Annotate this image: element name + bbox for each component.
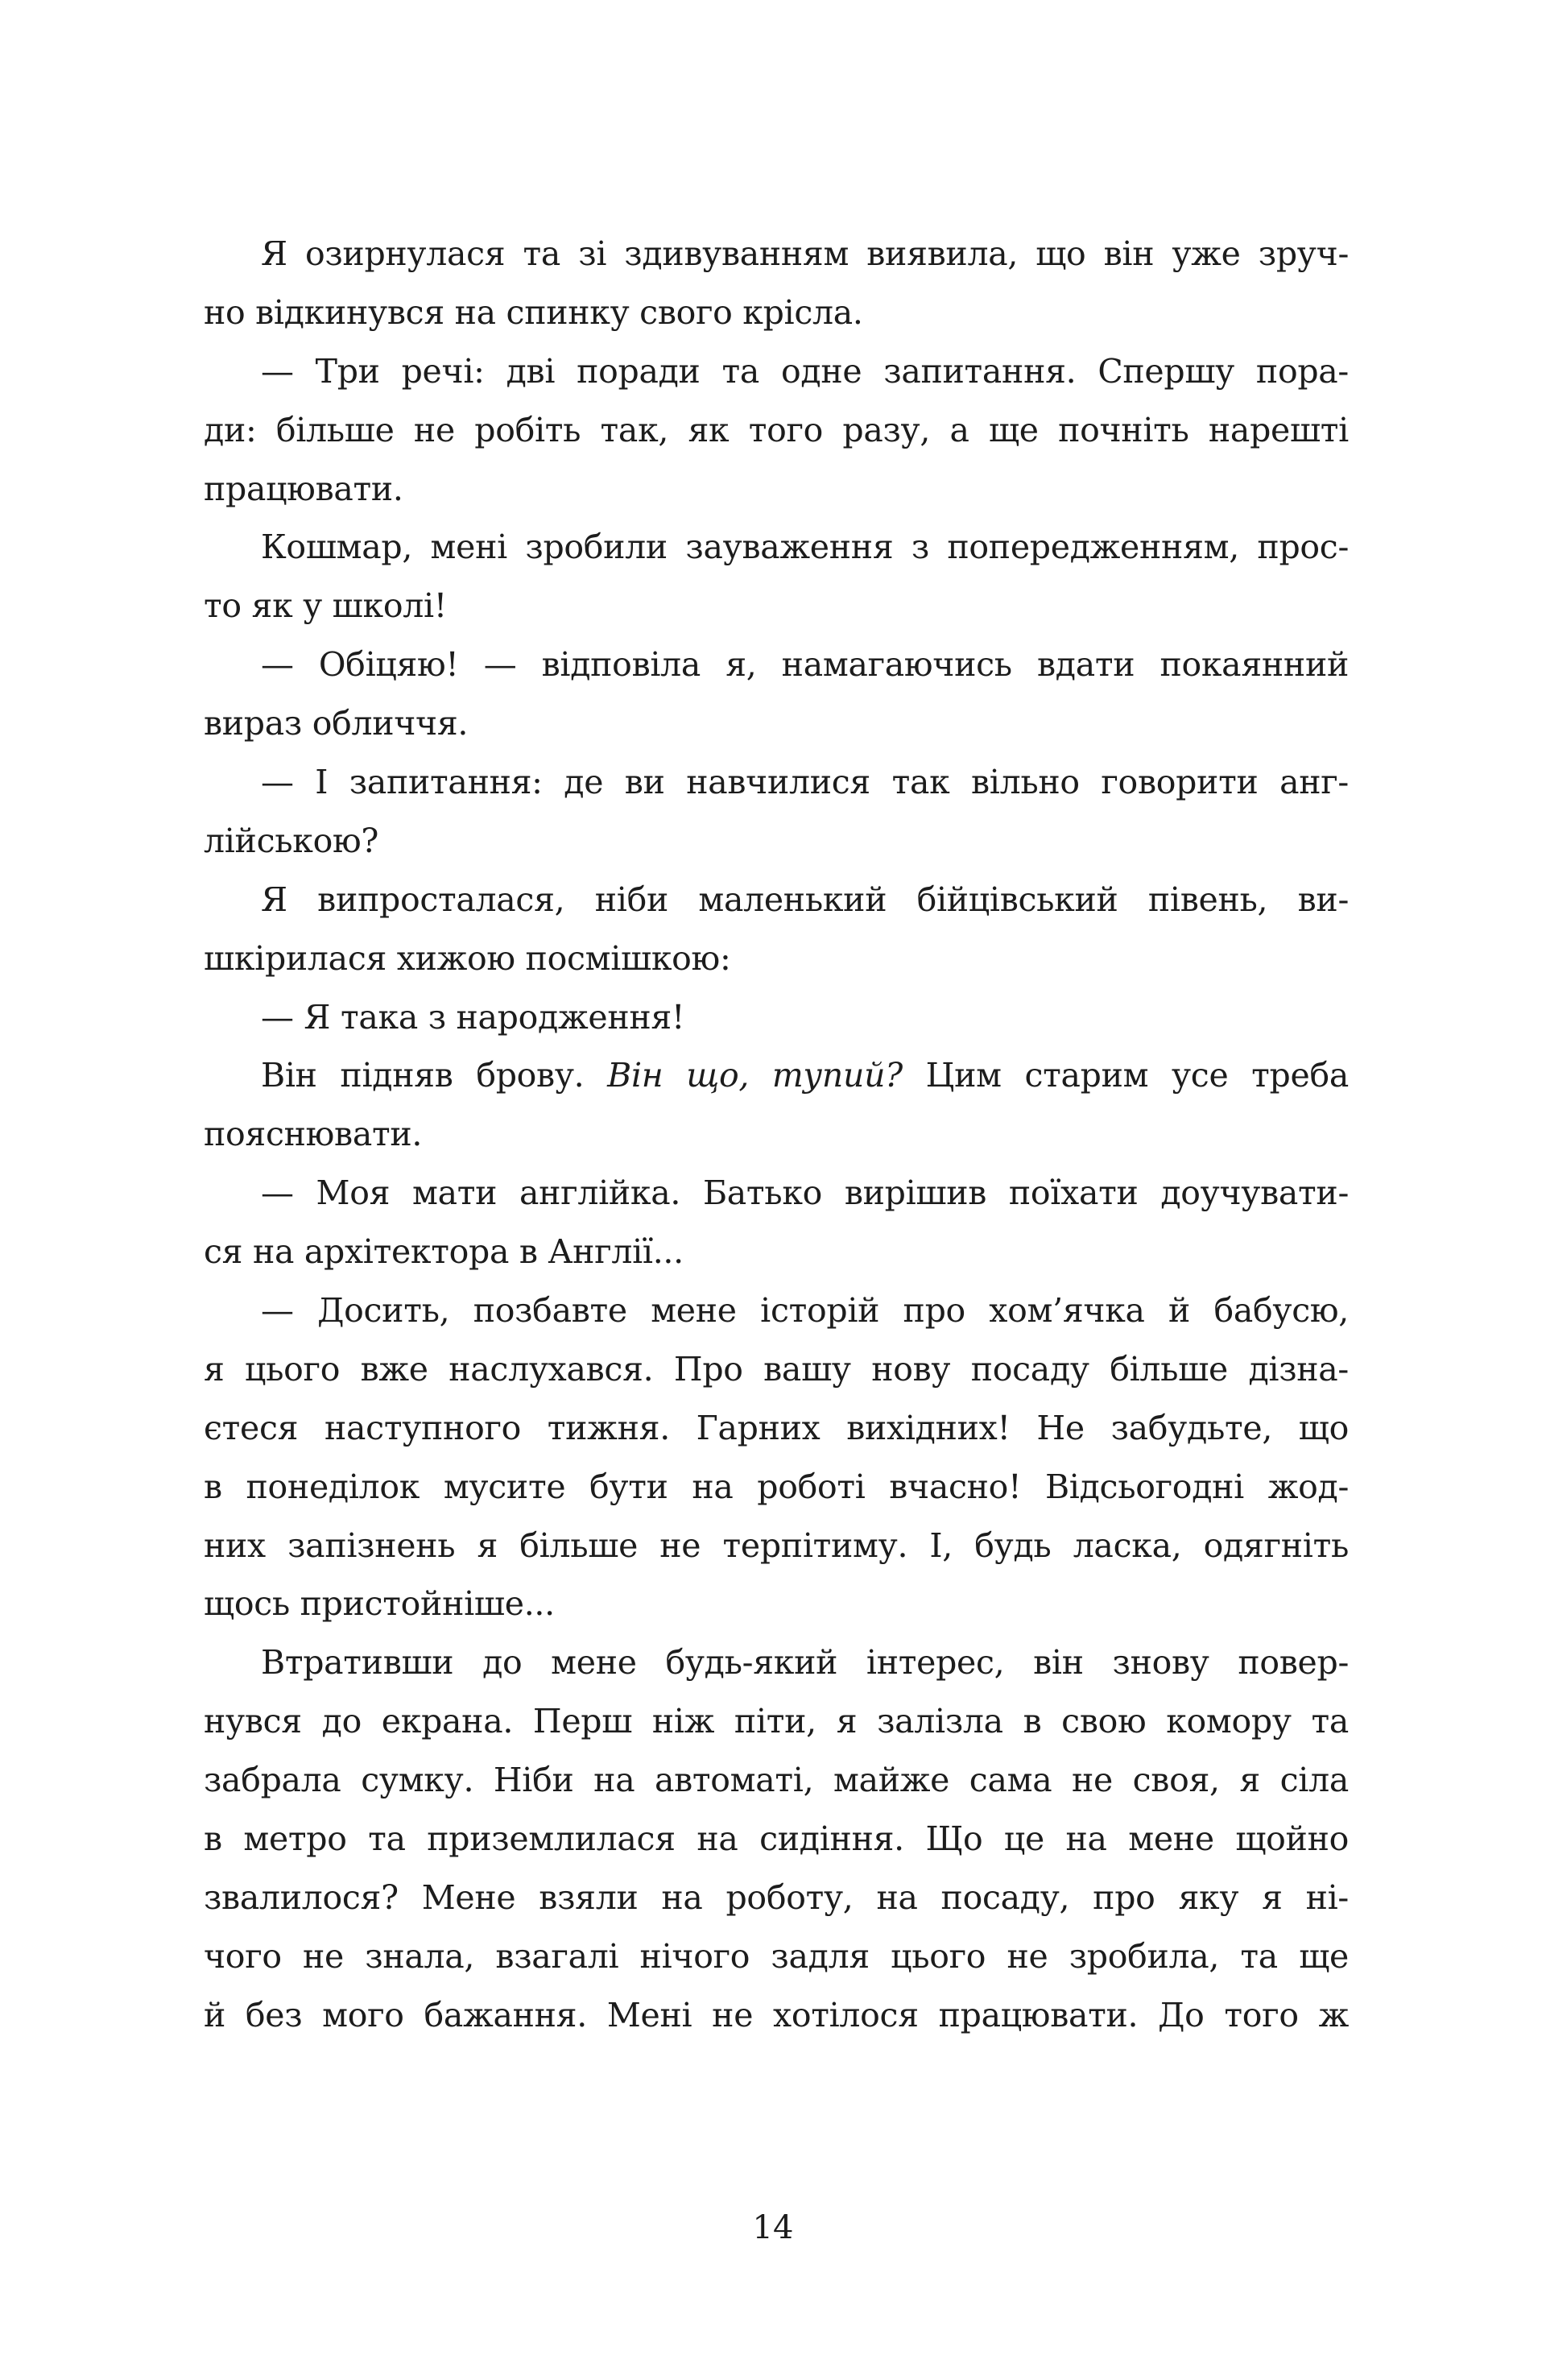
text-segment: лійською? (204, 821, 379, 860)
text-segment: Кошмар, мені зробили зауваження з попередженням, прос- (261, 528, 1349, 567)
text-line (204, 401, 1349, 460)
text-line (204, 1223, 1349, 1281)
text-segment: то як у школі! (204, 586, 447, 626)
text-line (204, 812, 1349, 871)
text-line (204, 635, 1349, 694)
text-segment: — І запитання: де ви навчилися так вільно говорити анг- (261, 763, 1349, 802)
text-segment: чого не знала, взагалі нічого задля цього не зробила, та ще (204, 1936, 1349, 1976)
text-line (204, 1575, 1349, 1633)
text-line (204, 1281, 1349, 1340)
text-line (204, 1927, 1349, 1986)
text-segment: забрала сумку. Ніби на автоматі, майже сама не своя, я сіла (204, 1761, 1349, 1800)
text-segment: них запізнень я більше не терпітиму. І, будь ласка, одягніть (204, 1525, 1349, 1565)
text-segment: — Досить, позбавте мене історій про хом’ячка й бабусю, (261, 1291, 1349, 1331)
text-line (204, 929, 1349, 988)
text-segment: — Моя мати англійка. Батько вирішив поїхати доучувати- (261, 1173, 1349, 1213)
text-line (204, 1869, 1349, 1927)
text-segment: Цим старим усе треба (902, 1056, 1349, 1095)
text-segment: щось пристойніше... (204, 1584, 555, 1624)
text-segment: в метро та приземлилася на сидіння. Що це на мене щойно (204, 1819, 1349, 1859)
text-line (204, 1399, 1349, 1458)
text-line (204, 225, 1349, 284)
text-segment: — Три речі: дві поради та одне запитання. Спершу пора- (261, 351, 1349, 391)
italic-text: Він що, тупий? (607, 1056, 903, 1095)
text-line (204, 577, 1349, 635)
text-line (204, 1986, 1349, 2045)
text-line (204, 871, 1349, 929)
text-line (204, 1810, 1349, 1869)
text-segment: вираз обличчя. (204, 704, 469, 743)
body-text (204, 225, 1349, 2045)
text-line (204, 1105, 1349, 1164)
text-line (204, 1692, 1349, 1751)
page-number: 14 (752, 2209, 794, 2246)
text-segment: єтеся наступного тижня. Гарних вихідних! Не забудьте, що (204, 1408, 1349, 1447)
text-line (204, 460, 1349, 519)
text-line (204, 518, 1349, 577)
text-line (204, 342, 1349, 401)
text-segment: — Я така з народження! (261, 997, 685, 1037)
text-segment: я цього вже наслухався. Про вашу нову посаду більше дізна- (204, 1349, 1349, 1389)
text-segment: пояснювати. (204, 1115, 423, 1154)
text-segment: працювати. (204, 469, 403, 508)
text-line (204, 1751, 1349, 1810)
text-line (204, 1164, 1349, 1223)
text-segment: в понеділок мусите бути на роботі вчасно! Відсьогодні жод- (204, 1467, 1349, 1506)
text-segment: Я озирнулася та зі здивуванням виявила, що він уже зруч- (261, 234, 1349, 273)
text-segment: звалилося? Мене взяли на роботу, на посаду, про яку я ні- (204, 1877, 1349, 1917)
text-line (204, 1517, 1349, 1575)
text-line (204, 694, 1349, 753)
text-line (204, 988, 1349, 1047)
text-line (204, 1458, 1349, 1517)
text-segment: нувся до екрана. Перш ніж піти, я залізла в свою комору та (204, 1702, 1349, 1741)
text-line (204, 1633, 1349, 1692)
text-segment: — Обіцяю! — відповіла я, намагаючись вдати покаянний (261, 645, 1349, 685)
text-segment: Він підняв брову. (261, 1056, 608, 1095)
text-segment: ди: більше не робіть так, як того разу, а ще почніть нарешті (204, 410, 1349, 449)
text-line (204, 753, 1349, 812)
text-line (204, 1046, 1349, 1105)
text-line (204, 1340, 1349, 1399)
text-segment: ся на архітектора в Англії... (204, 1232, 684, 1272)
text-segment: Я випросталася, ніби маленький бійцівський півень, ви- (261, 880, 1349, 919)
text-segment: й без мого бажання. Мені не хотілося працювати. До того ж (204, 1995, 1349, 2034)
text-segment: Втративши до мене будь-який інтерес, він знову повер- (261, 1643, 1349, 1683)
text-segment: шкірилася хижою посмішкою: (204, 938, 731, 978)
text-line (204, 284, 1349, 342)
text-segment: но відкинувся на спинку свого крісла. (204, 292, 863, 332)
